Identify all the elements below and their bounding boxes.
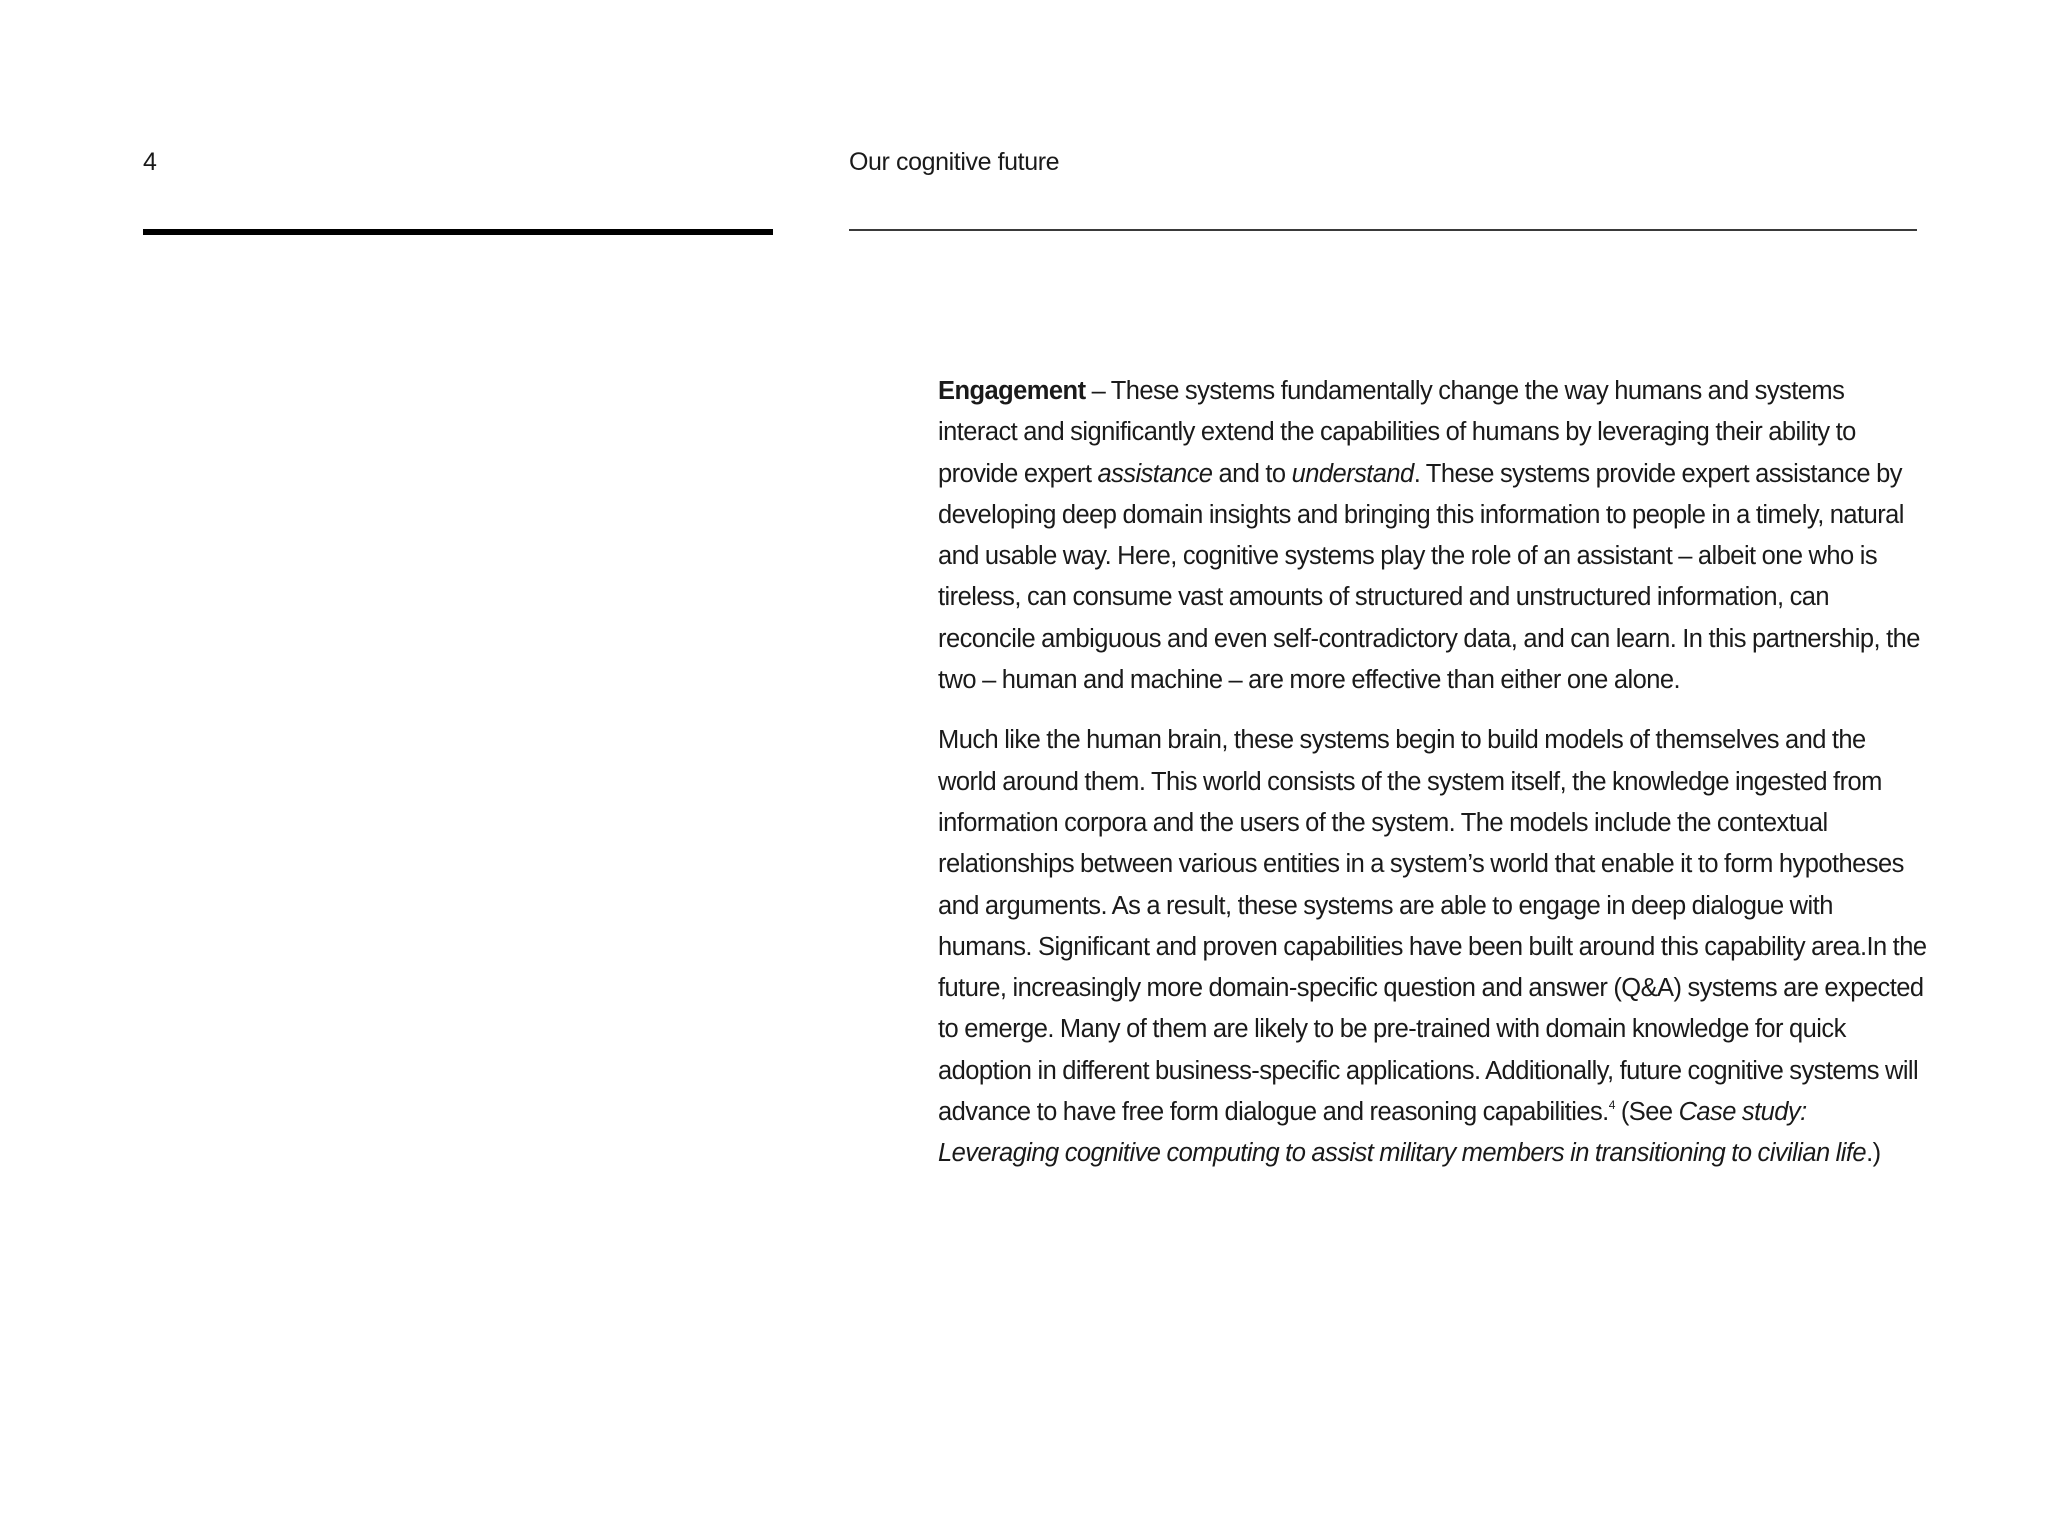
running-header-title: Our cognitive future: [849, 148, 1060, 176]
paragraph-engagement: [938, 371, 1928, 701]
emphasis-assistance: assistance: [1097, 459, 1213, 488]
case-study-reference: Case study: Leveraging cognitive computing to assist military members in transitioning to civilian life: [938, 1098, 1867, 1168]
paragraph-text: Much like the human brain, these systems begin to build models of themselves and the world around them. This world consists of the system itself, the knowledge ingested from information corpora and the users of the system. The models include the contextual relationships between various entities in a system’s world that enable it to form hypotheses and arguments. As a result, these systems are able to engage in deep dialogue with humans. Significant and proven capabilities have been built around this capability area.In the future, increasingly more domain-specific question and answer (Q&A) systems are expected to emerge. Many of them are likely to be pre-trained with domain knowledge for quick adoption in different business-specific applications. Additionally, future cognitive systems will advance to have free form dialogue and reasoning capabilities.: [938, 726, 1927, 1127]
engagement-heading: Engagement: [938, 377, 1086, 405]
paragraph-text: .): [1866, 1139, 1881, 1168]
header-rule-thin: [849, 229, 1917, 231]
paragraph-human-brain: [938, 720, 1928, 1174]
body-text: [938, 371, 1928, 1194]
paragraph-text: . These systems provide expert assistance by developing deep domain insights and bringing this information to people in a timely, natural and usable way. Here, cognitive systems play the role of an assistant – albeit one who is tireless, can consume vast amounts of structured and unstructured information, can reconcile ambiguous and even self-contradictory data, and can learn. In this partnership, the two – human and machine – are more effective than either one alone.: [938, 459, 1920, 695]
page-number: 4: [143, 148, 157, 176]
section-rule-thick: [143, 229, 773, 235]
emphasis-understand: understand: [1291, 459, 1414, 488]
paragraph-text: (See: [1614, 1098, 1679, 1127]
paragraph-text: – These systems fundamentally change the way humans and systems interact and significantly extend the capabilities of humans by leveraging their ability to provide expert: [938, 377, 1856, 488]
paragraph-text: and to: [1212, 459, 1292, 488]
footnote-marker: 4: [1608, 1098, 1615, 1113]
